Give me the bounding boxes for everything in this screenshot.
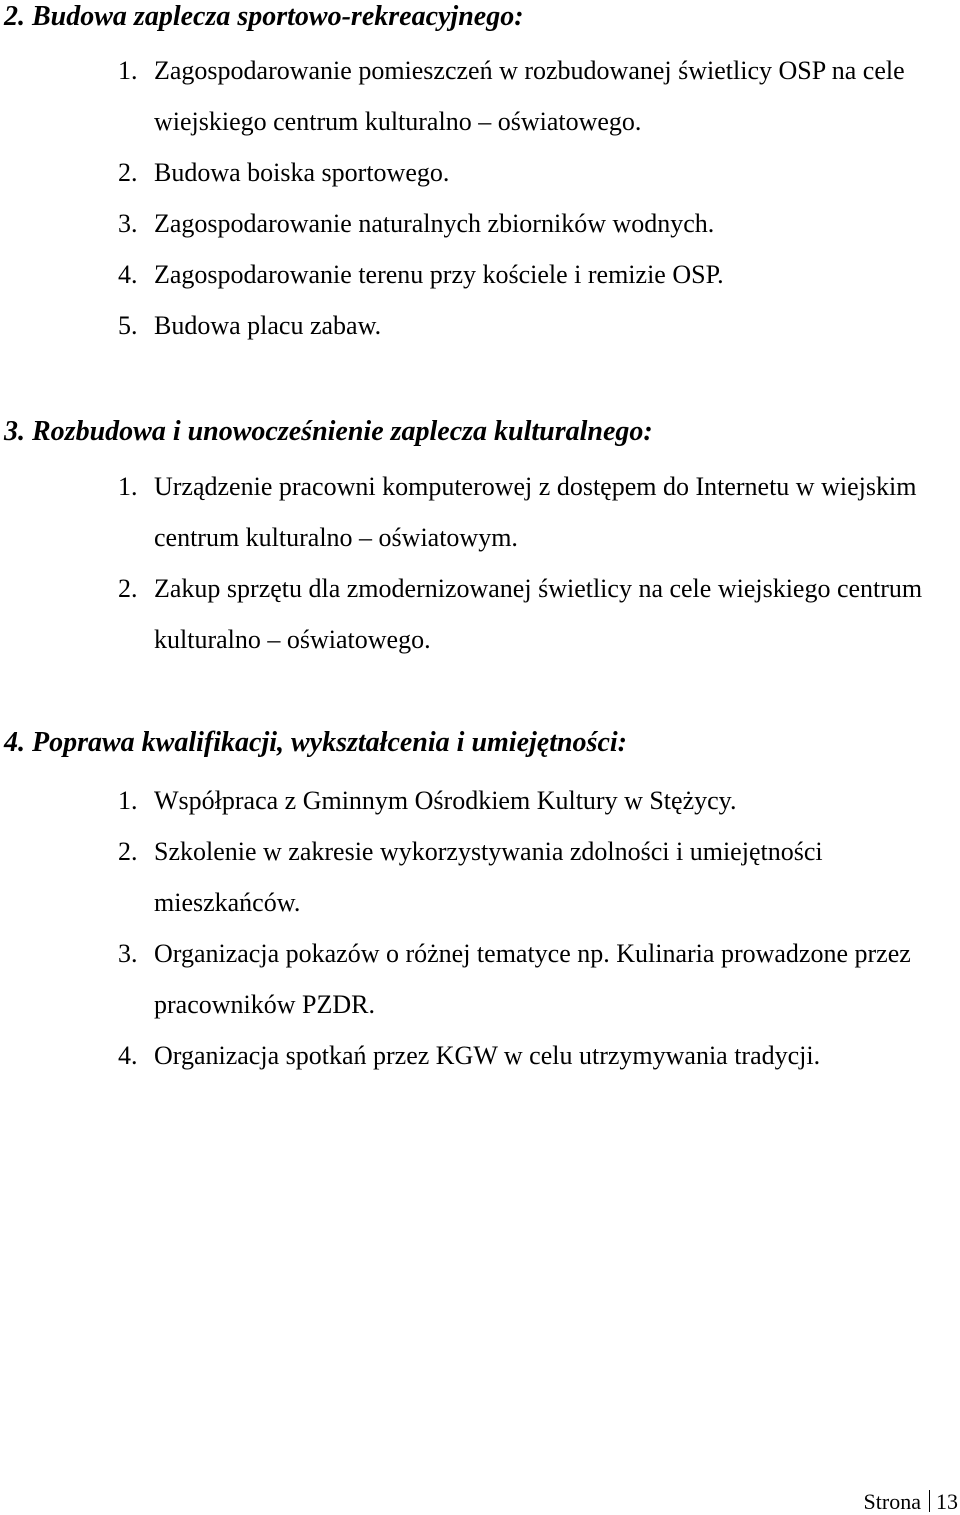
item-text: Zagospodarowanie naturalnych zbiorników wodnych. <box>154 209 715 238</box>
list-item <box>0 563 960 665</box>
item-number: 4. <box>118 1041 138 1070</box>
item-text: Zagospodarowanie terenu przy kościele i remizie OSP. <box>154 260 724 289</box>
item-text: Budowa placu zabaw. <box>154 311 382 340</box>
list-item <box>0 198 960 249</box>
footer-divider <box>929 1490 930 1512</box>
item-list <box>0 45 960 351</box>
item-number: 1. <box>118 56 138 85</box>
item-text: Urządzenie pracowni komputerowej z dostępem do Internetu w wiejskim centrum kulturalno – oświatowym. <box>154 472 917 552</box>
item-text: Szkolenie w zakresie wykorzystywania zdolności i umiejętności mieszkańców. <box>154 837 823 917</box>
item-text: Zakup sprzętu dla zmodernizowanej świetlicy na cele wiejskiego centrum kulturalno – oświatowego. <box>154 574 923 654</box>
item-list <box>0 775 960 1081</box>
list-item <box>0 249 960 300</box>
item-number: 2. <box>118 574 138 603</box>
list-item <box>0 928 960 1030</box>
item-number: 2. <box>118 158 138 187</box>
section-heading: 4. Poprawa kwalifikacji, wykształcenia i umiejętności: <box>4 727 627 758</box>
page-footer <box>864 1489 958 1515</box>
list-item <box>0 775 960 826</box>
item-number: 3. <box>118 939 138 968</box>
list-item <box>0 300 960 351</box>
item-text: Budowa boiska sportowego. <box>154 158 450 187</box>
item-number: 1. <box>118 786 138 815</box>
list-item <box>0 826 960 928</box>
page-number: 13 <box>936 1489 958 1514</box>
page-label: Strona <box>863 1489 921 1514</box>
item-number: 2. <box>118 837 138 866</box>
section-heading: 3. Rozbudowa i unowocześnienie zaplecza kulturalnego: <box>4 416 653 447</box>
item-text: Współpraca z Gminnym Ośrodkiem Kultury w Stężycy. <box>154 786 737 815</box>
item-text: Zagospodarowanie pomieszczeń w rozbudowanej świetlicy OSP na cele wiejskiego centrum kulturalno – oświatowego. <box>154 56 905 136</box>
list-item <box>0 45 960 147</box>
item-text: Organizacja spotkań przez KGW w celu utrzymywania tradycji. <box>154 1041 821 1070</box>
list-item <box>0 1030 960 1081</box>
item-number: 3. <box>118 209 138 238</box>
list-item <box>0 147 960 198</box>
item-number: 1. <box>118 472 138 501</box>
item-list <box>0 461 960 665</box>
section-heading: 2. Budowa zaplecza sportowo-rekreacyjnego: <box>4 1 524 32</box>
list-item <box>0 461 960 563</box>
item-text: Organizacja pokazów o różnej tematyce np. Kulinaria prowadzone przez pracowników PZDR. <box>154 939 911 1019</box>
item-number: 4. <box>118 260 138 289</box>
item-number: 5. <box>118 311 138 340</box>
